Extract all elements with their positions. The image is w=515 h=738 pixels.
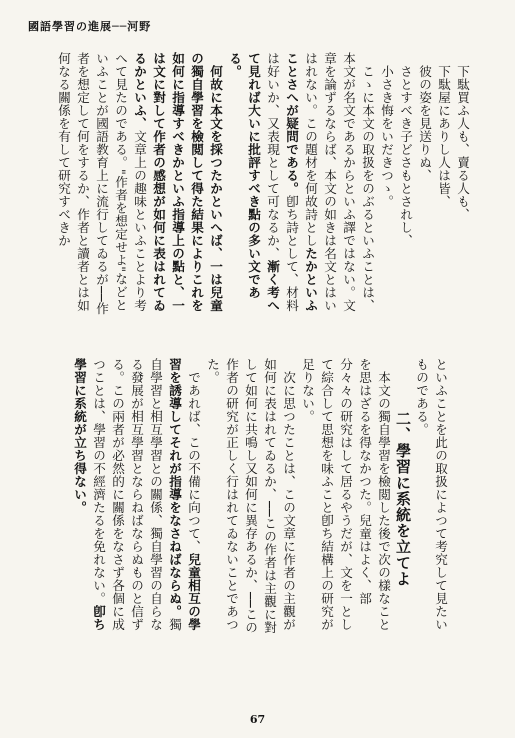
emphasis-text: 卽ち學習に系統が立ち得ない。 [72, 358, 106, 631]
running-head: 國語學習の進展──河野 [28, 20, 152, 33]
emphasis-text: 漸く考へて見れば大いに批評すべき點の多い文である。 [227, 52, 280, 312]
text-run: ──この作者の研究が正しく行はれてゐないことであつた。 [205, 358, 258, 634]
paragraph: 本文の獨自學習を檢閲した後で次の樣なことを思はざるを得なかつた。兒童はよく、部分々々の研究はして居るやうだが、文を一として綜合して思想を味ふこと卽ち結構上の研究が足りない。 [300, 358, 391, 631]
text-run: であれば、この不備に向つて、 [186, 370, 201, 553]
verse-line: 小さき悔をいだきつゝ。 [379, 64, 394, 208]
paragraph [70, 358, 203, 640]
paragraph [54, 52, 225, 320]
paragraph [225, 52, 377, 320]
text-run: "作者を想定せよ"などといふことが國語教育上に流行してゐるが──作者を想定して何をするか、作者と讀者とは如何なる關係を有して研究すべきか [56, 52, 128, 315]
text-run: ──この作者は主觀に對して如何に共鳴し又如何に異存あるか、 [243, 358, 277, 634]
emphasis-text: 兒童相互の學習を誘導してそれが指導をなさねばならぬ。 [167, 358, 201, 631]
text-run: 獨自學習と相互學習との關係、獨自學習の自らなる發展が相互學習とならねばならぬものと信ずる。この兩者が必然的に關係をなさず各個に成つことは、學習の不經濟たるを免れない。 [91, 358, 182, 631]
paragraph [203, 358, 298, 640]
text-run: こゝに本文の取扱をのぶるといふことは、本文が名文であるからといふ譯ではない。文章を論ずるならば、本文の如きは名文とはいはれない。この題材を何故詩とし [303, 52, 375, 312]
page-number: 67 [249, 713, 266, 726]
emphasis-text: 何故に本文を採つたかといへば、 [208, 64, 223, 260]
paragraph: といふことを此の取扱によつて考究して見たいものである。 [414, 358, 448, 631]
text-run: 卽ち詩として、材料は好いか、又表現として可なるか、 [265, 52, 299, 312]
text-run: 文章上の趣味といふことより考へて見たのである。 [113, 52, 147, 312]
upper-text-block [56, 52, 472, 320]
verse-line: 下駄屋にありし人は皆、 [436, 64, 451, 208]
emphasis-text: 一は文に對して作者の感想が如何に表はれてゐるかといふ、 [132, 52, 185, 312]
text-run: 次に思つたことは、この文章に作者の主觀が如何に表はれてゐるか、 [262, 358, 296, 631]
verse-line: 彼の姿を見送りぬ、 [417, 64, 432, 182]
lower-text-block [40, 358, 450, 640]
section-heading: 二、學習に系統を立てよ [394, 410, 412, 587]
verse-line: 下駄買ふ人も、賣る人も、 [455, 64, 470, 221]
emphasis-text: たかといふことさへが疑問である。 [284, 52, 318, 312]
emphasis-text: 一は兒童の獨自學習を檢閲して得た結果によりこれを如何に指導すべきかといふ指導上の點と、 [170, 52, 223, 312]
verse-line: さとすべき子どさもとされし、 [398, 64, 413, 247]
